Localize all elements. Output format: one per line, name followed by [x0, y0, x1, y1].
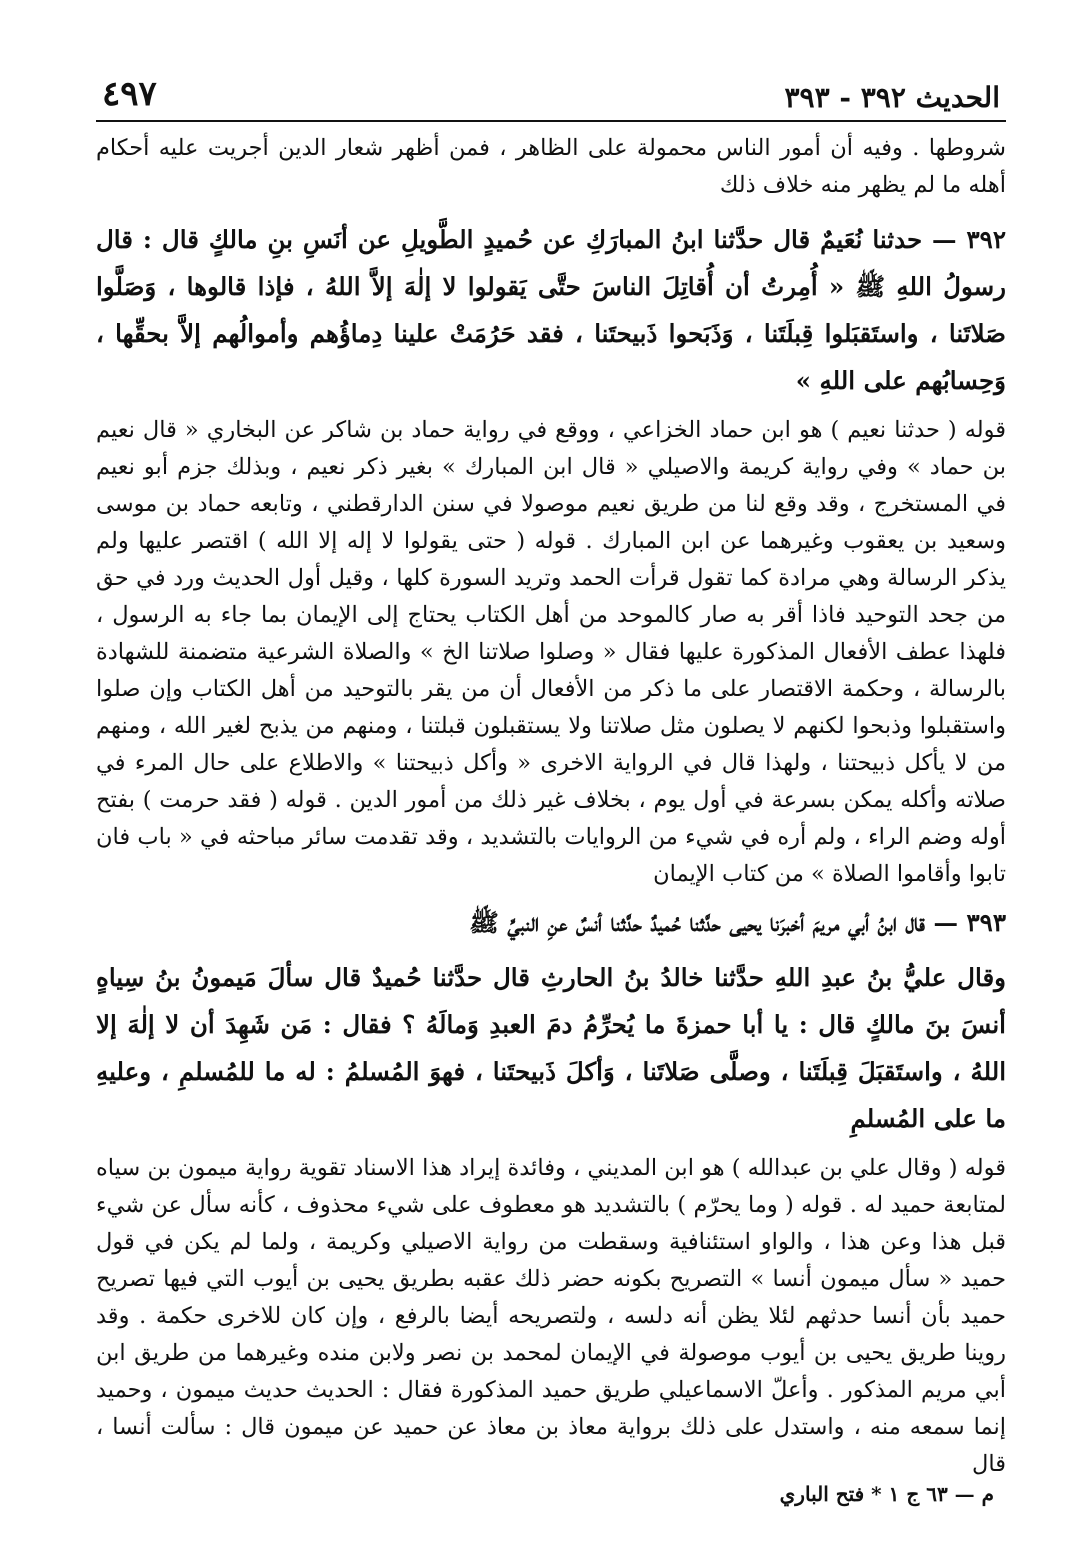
hadith-393-second-chain: وقال عليُّ بنُ عبدِ اللهِ حدَّثنا خالدُ بنُ الحارثِ قال حدَّثنا حُميدٌ قال سألَ مَيمونُ بنُ سِياهٍ أنسَ بنَ مالكٍ قال : يا أبا حمزةَ ما يُحرِّمُ دمَ العبدِ وَمالَهُ ؟ فقال : مَن شَهِدَ أن لا إلٰهَ إلا اللهُ ، واستَقبَلَ قِبلَتَنا ، وصلَّى صَلاتَنا ، وَأكلَ ذَبيحتَنا ، فهوَ المُسلمُ : له ما للمُسلمِ ، وعليهِ ما على المُسلمِ: [96, 963, 1006, 1133]
running-title: الحديث ٣٩٢ - ٣٩٣: [784, 81, 1000, 114]
hadith-393: ٣٩٣ — قال ابنُ أبي مريمَ أخبرَنا يحيى حدَّثنا حُميدٌ حدَّثنا أنسٌ عنِ النبيِّ ﷺ: [469, 908, 1006, 937]
header-rule: [96, 120, 1006, 122]
commentary-392: قوله ( حدثنا نعيم ) هو ابن حماد الخزاعي ، ووقع في رواية حماد بن شاكر عن البخاري « قال نعيم بن حماد » وفي رواية كريمة والاصيلي « قال ابن المبارك » بغير ذكر نعيم ، وبذلك جزم أبو نعيم في المستخرج ، وقد وقع لنا من طريق نعيم موصولا في سنن الدارقطني ، وتابعه حماد بن موسى وسعيد بن يعقوب وغيرهما عن ابن المبارك . قوله ( حتى يقولوا لا إله إلا الله ) اقتصر عليها ولم يذكر الرسالة وهي مرادة كما تقول قرأت الحمد وتريد السورة كلها ، وقيل أول الحديث ورد في حق من جحد التوحيد فاذا أقر به صار كالموحد من أهل الكتاب يحتاج إلى الإيمان بما جاء به الرسول ، فلهذا عطف الأفعال المذكورة عليها فقال « وصلوا صلاتنا الخ » والصلاة الشرعية متضمنة للشهادة بالرسالة ، وحكمة الاقتصار على ما ذكر من الأفعال أن من يقر بالتوحيد من أهل الكتاب وإن صلوا واستقبلوا وذبحوا لكنهم لا يصلون مثل صلاتنا ولا يستقبلون قبلتنا ، ومنهم من يذبح لغير الله ، ومنهم من لا يأكل ذبيحتنا ، ولهذا قال في الرواية الاخرى « وأكل ذبيحتنا » والاطلاع على حال المرء في صلاته وأكله يمكن بسرعة في أول يوم ، بخلاف غير ذلك من أمور الدين . قوله ( فقد حرمت ) بفتح أوله وضم الراء ، ولم أره في شيء من الروايات بالتشديد ، وقد تقدمت سائر مباحثه في « باب فان تابوا وأقاموا الصلاة » من كتاب الإيمان: [96, 417, 1007, 887]
page-number: ٤٩٧: [102, 74, 157, 114]
commentary-continuation: شروطها . وفيه أن أمور الناس محمولة على الظاهر ، فمن أظهر شعار الدين أجريت عليه أحكام أهله ما لم يظهر منه خلاف ذلك: [96, 135, 1006, 198]
printer-signature: م — ٦٣ ج ١ * فتح الباري: [779, 1482, 994, 1506]
hadith-392: ٣٩٢ — حدثنا نُعَيمٌ قال حدَّثنا ابنُ المبارَكِ عن حُميدٍ الطَّويلِ عن أنَسِ بنِ مالكٍ قال : قال رسولُ اللهِ ﷺ « أُمِرتُ أن أُقاتِلَ الناسَ حتَّى يَقولوا لا إلٰهَ إلاَّ اللهُ ، فإذا قالوها ، وَصَلَّوا صَلاتَنا ، واستَقبَلوا قِبلَتَنا ، وَذَبَحوا ذَبيحتَنا ، فقد حَرُمَتْ علينا دِماؤُهم وأموالُهم إلاَّ بحقِّها ، وَحِسابُهم على اللهِ »: [96, 225, 1006, 395]
page-header: [96, 62, 1006, 114]
commentary-393: قوله ( وقال علي بن عبدالله ) هو ابن المديني ، وفائدة إيراد هذا الاسناد تقوية رواية ميمون بن سياه لمتابعة حميد له . قوله ( وما يحرّم ) بالتشديد هو معطوف على شيء محذوف ، كأنه سأل عن شيء قبل هذا وعن هذا ، والواو استئنافية وسقطت من رواية الاصيلي وكريمة ، ولما لم يكن في قول حميد « سأل ميمون أنسا » التصريح بكونه حضر ذلك عقبه بطريق يحيى بن أيوب التي فيها تصريح حميد بأن أنسا حدثهم لئلا يظن أنه دلسه ، ولتصريحه أيضا بالرفع ، وإن كان للاخرى حكمة . وقد روينا طريق يحيى بن أيوب موصولة في الإيمان لمحمد بن نصر ولابن منده وغيرهما من طريق ابن أبي مريم المذكور . وأعلّ الاسماعيلي طريق حميد المذكورة فقال : الحديث حديث ميمون ، وحميد إنما سمعه منه ، واستدل على ذلك برواية معاذ بن معاذ عن حميد عن ميمون قال : سألت أنسا ، قال: [96, 1155, 1006, 1477]
